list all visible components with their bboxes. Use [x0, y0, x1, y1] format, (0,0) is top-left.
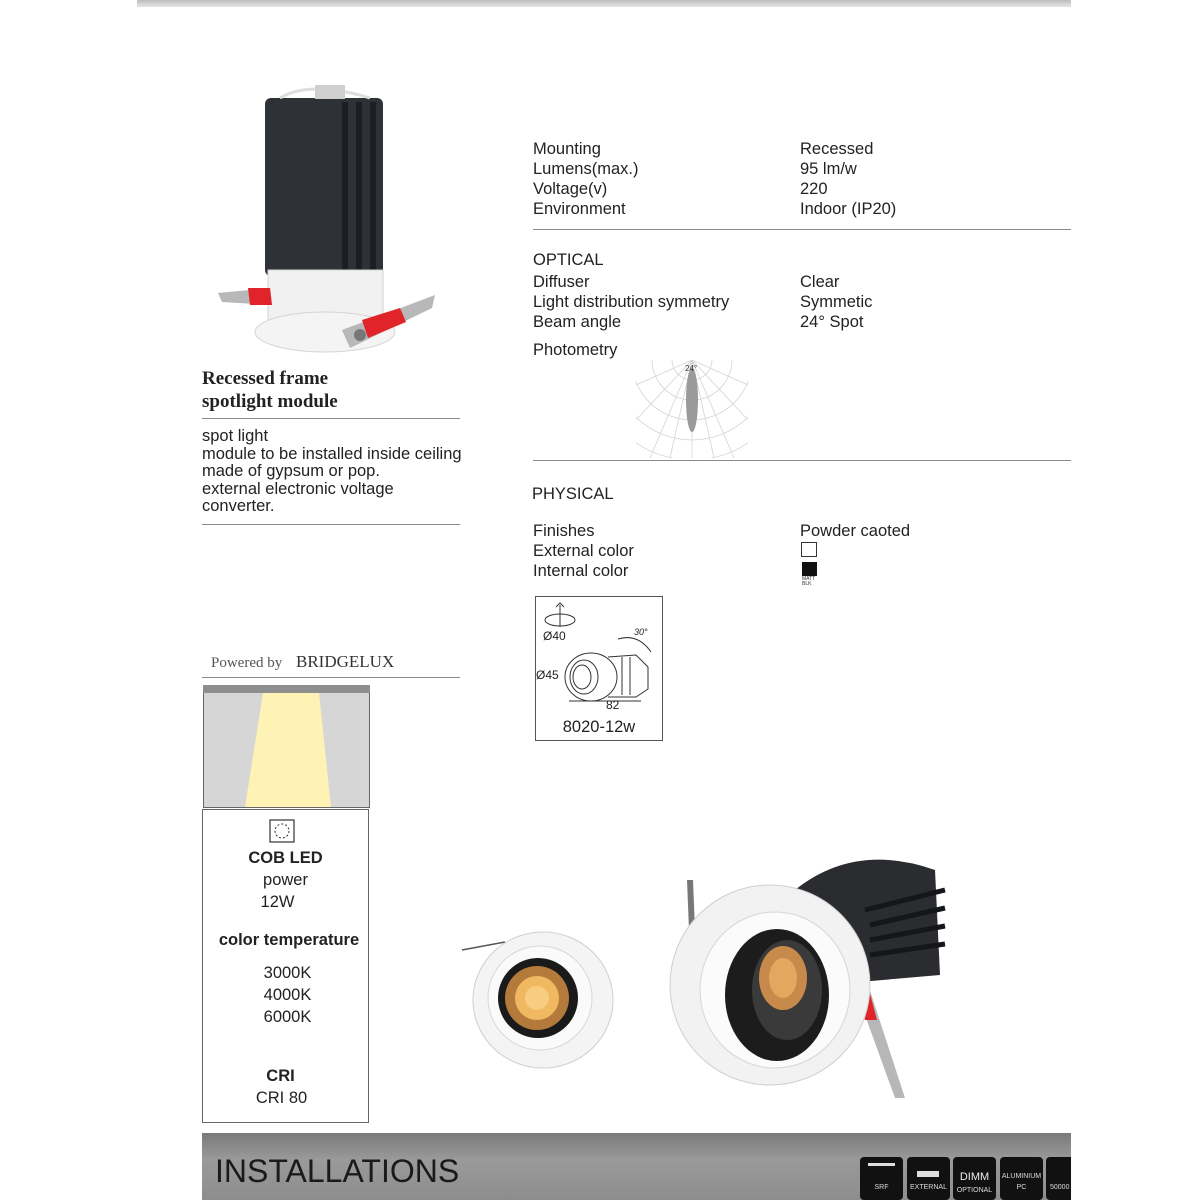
srf-badge-label: SRF: [874, 1184, 889, 1191]
led-type: COB LED: [248, 849, 323, 867]
spec-value: Symmetic: [800, 293, 873, 311]
top-border: [137, 0, 1071, 7]
spec-label: Beam angle: [533, 313, 622, 331]
swatch-note: [802, 577, 815, 587]
spec-label: Voltage(v): [533, 180, 608, 198]
divider: [202, 677, 460, 678]
spec-label: Environment: [533, 200, 626, 218]
color-temperature-label: color temperature: [218, 931, 360, 949]
pc-badge-label: PC: [1016, 1184, 1027, 1191]
depth-label: 82: [606, 698, 620, 712]
lifetime-badge-label: 50000: [1050, 1184, 1070, 1191]
srf-badge: [860, 1157, 903, 1200]
dimm-badge: [953, 1157, 996, 1200]
divider: [533, 460, 1071, 461]
external-badge: [907, 1157, 950, 1200]
model-number: 8020-12w: [562, 718, 636, 736]
spec-label: Light distribution symmetry: [533, 293, 730, 311]
cob-chip-icon: [269, 819, 295, 843]
cri-label: CRI: [266, 1067, 295, 1085]
divider: [533, 229, 1071, 230]
spec-label: Mounting: [533, 140, 601, 158]
temperature-value: 4000K: [263, 986, 312, 1004]
power-label: power: [263, 871, 308, 889]
photometry-diagram: [636, 360, 748, 458]
spec-value: 24° Spot: [800, 313, 864, 331]
beam-illustration: [203, 685, 370, 808]
product-title: [202, 367, 338, 413]
spec-value: Clear: [800, 273, 840, 291]
external-badge-label: EXTERNAL: [910, 1184, 947, 1191]
divider: [202, 524, 460, 525]
optical-heading: OPTICAL: [533, 251, 604, 269]
lifetime-badge: [1046, 1157, 1071, 1200]
internal-color-swatch-black: [802, 562, 817, 576]
spec-label: Finishes: [533, 522, 595, 540]
outer-diameter-label: Ø45: [536, 668, 559, 682]
temperature-value: 3000K: [263, 964, 312, 982]
dimension-drawing: [535, 596, 663, 741]
product-photo-angled: [665, 850, 950, 1100]
swatch-note-line: MATT: [802, 576, 816, 582]
swatch-note-line: BLK: [802, 581, 812, 587]
spec-value: Recessed: [800, 140, 874, 158]
product-photo-front: [460, 930, 620, 1070]
cut-diameter-label: Ø40: [543, 629, 566, 643]
cri-value: CRI 80: [255, 1089, 308, 1107]
powered-by: [211, 652, 394, 672]
brand-name: BRIDGELUX: [296, 652, 395, 671]
product-description: [202, 428, 462, 516]
power-value: 12W: [260, 893, 295, 911]
description-line: module to be installed inside ceiling: [202, 444, 462, 463]
photometry-label: Photometry: [533, 341, 618, 359]
product-photo-side: [210, 80, 450, 365]
description-line: converter.: [202, 497, 275, 516]
temperature-value: 6000K: [263, 1008, 312, 1026]
spec-label: Lumens(max.): [533, 160, 639, 178]
product-title-line1: Recessed frame: [202, 368, 329, 389]
tilt-angle-label: 30°: [634, 627, 648, 637]
led-info-box: [202, 809, 369, 1123]
spec-label: External color: [533, 542, 634, 560]
aluminium-badge-label: ALUMINIUM: [1001, 1173, 1042, 1180]
physical-heading: PHYSICAL: [532, 485, 614, 503]
powered-by-label: Powered by: [211, 655, 283, 671]
spec-label: Diffuser: [533, 273, 590, 291]
spec-label: Internal color: [533, 562, 629, 580]
photometry-angle-label: 24°: [685, 364, 698, 373]
installations-title: INSTALLATIONS: [215, 1153, 460, 1189]
external-color-swatch-white: [801, 542, 817, 557]
description-line: external electronic voltage: [202, 479, 394, 498]
description-line: spot light: [202, 427, 269, 445]
product-title-line2: spotlight module: [202, 391, 338, 412]
spec-value: 95 lm/w: [800, 160, 857, 178]
spec-value: Indoor (IP20): [800, 200, 897, 218]
dimension-sketch: [536, 597, 662, 707]
divider: [202, 418, 460, 419]
spec-value: 220: [800, 180, 828, 198]
dimm-badge-label: DIMM: [959, 1171, 990, 1183]
aluminium-badge: [1000, 1157, 1043, 1200]
spec-value: Powder caoted: [800, 522, 911, 540]
description-line: made of gypsum or pop.: [202, 462, 380, 481]
dimm-optional-label: OPTIONAL: [956, 1187, 993, 1194]
